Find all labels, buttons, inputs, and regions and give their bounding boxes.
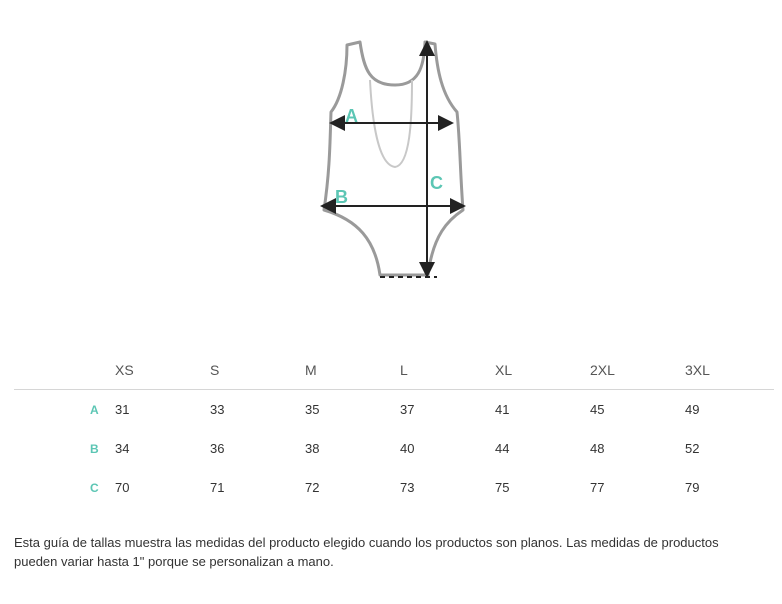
bodysuit-outline <box>324 42 463 275</box>
table-cell: 34 <box>115 441 130 456</box>
table-cell: 72 <box>305 480 320 495</box>
measure-b-label: B <box>335 187 348 207</box>
bodysuit-diagram <box>300 30 490 290</box>
table-cell: 37 <box>400 402 415 417</box>
table-cell: 48 <box>590 441 605 456</box>
table-cell: 40 <box>400 441 415 456</box>
size-guide-note: Esta guía de tallas muestra las medidas del producto elegido cuando los productos son planos. Las medidas de productos pueden variar hasta 1" porque se personalizan a mano. <box>14 535 719 569</box>
size-header-xl: XL <box>495 362 513 378</box>
size-header-3xl: 3XL <box>685 362 710 378</box>
size-header-s: S <box>210 362 220 378</box>
row-label-a: A <box>90 403 99 417</box>
size-header-l: L <box>400 362 408 378</box>
table-cell: 49 <box>685 402 700 417</box>
table-cell: 70 <box>115 480 130 495</box>
table-cell: 44 <box>495 441 510 456</box>
table-cell: 31 <box>115 402 130 417</box>
table-cell: 52 <box>685 441 700 456</box>
table-cell: 41 <box>495 402 510 417</box>
size-header-xs: XS <box>115 362 134 378</box>
size-chart-table <box>14 355 774 507</box>
row-label-c: C <box>90 481 99 495</box>
measure-a-label: A <box>345 106 358 126</box>
table-cell: 35 <box>305 402 320 417</box>
table-cell: 77 <box>590 480 605 495</box>
table-cell: 45 <box>590 402 605 417</box>
size-header-m: M <box>305 362 317 378</box>
size-header-row <box>14 355 774 390</box>
table-cell: 33 <box>210 402 225 417</box>
table-cell: 75 <box>495 480 510 495</box>
table-row-c <box>14 468 774 507</box>
size-header-2xl: 2XL <box>590 362 615 378</box>
table-row-a <box>14 390 774 429</box>
table-cell: 38 <box>305 441 320 456</box>
table-cell: 79 <box>685 480 700 495</box>
table-cell: 71 <box>210 480 225 495</box>
row-label-b: B <box>90 442 99 456</box>
table-cell: 73 <box>400 480 415 495</box>
table-row-b <box>14 429 774 468</box>
measure-c-label: C <box>430 173 443 193</box>
table-cell: 36 <box>210 441 225 456</box>
